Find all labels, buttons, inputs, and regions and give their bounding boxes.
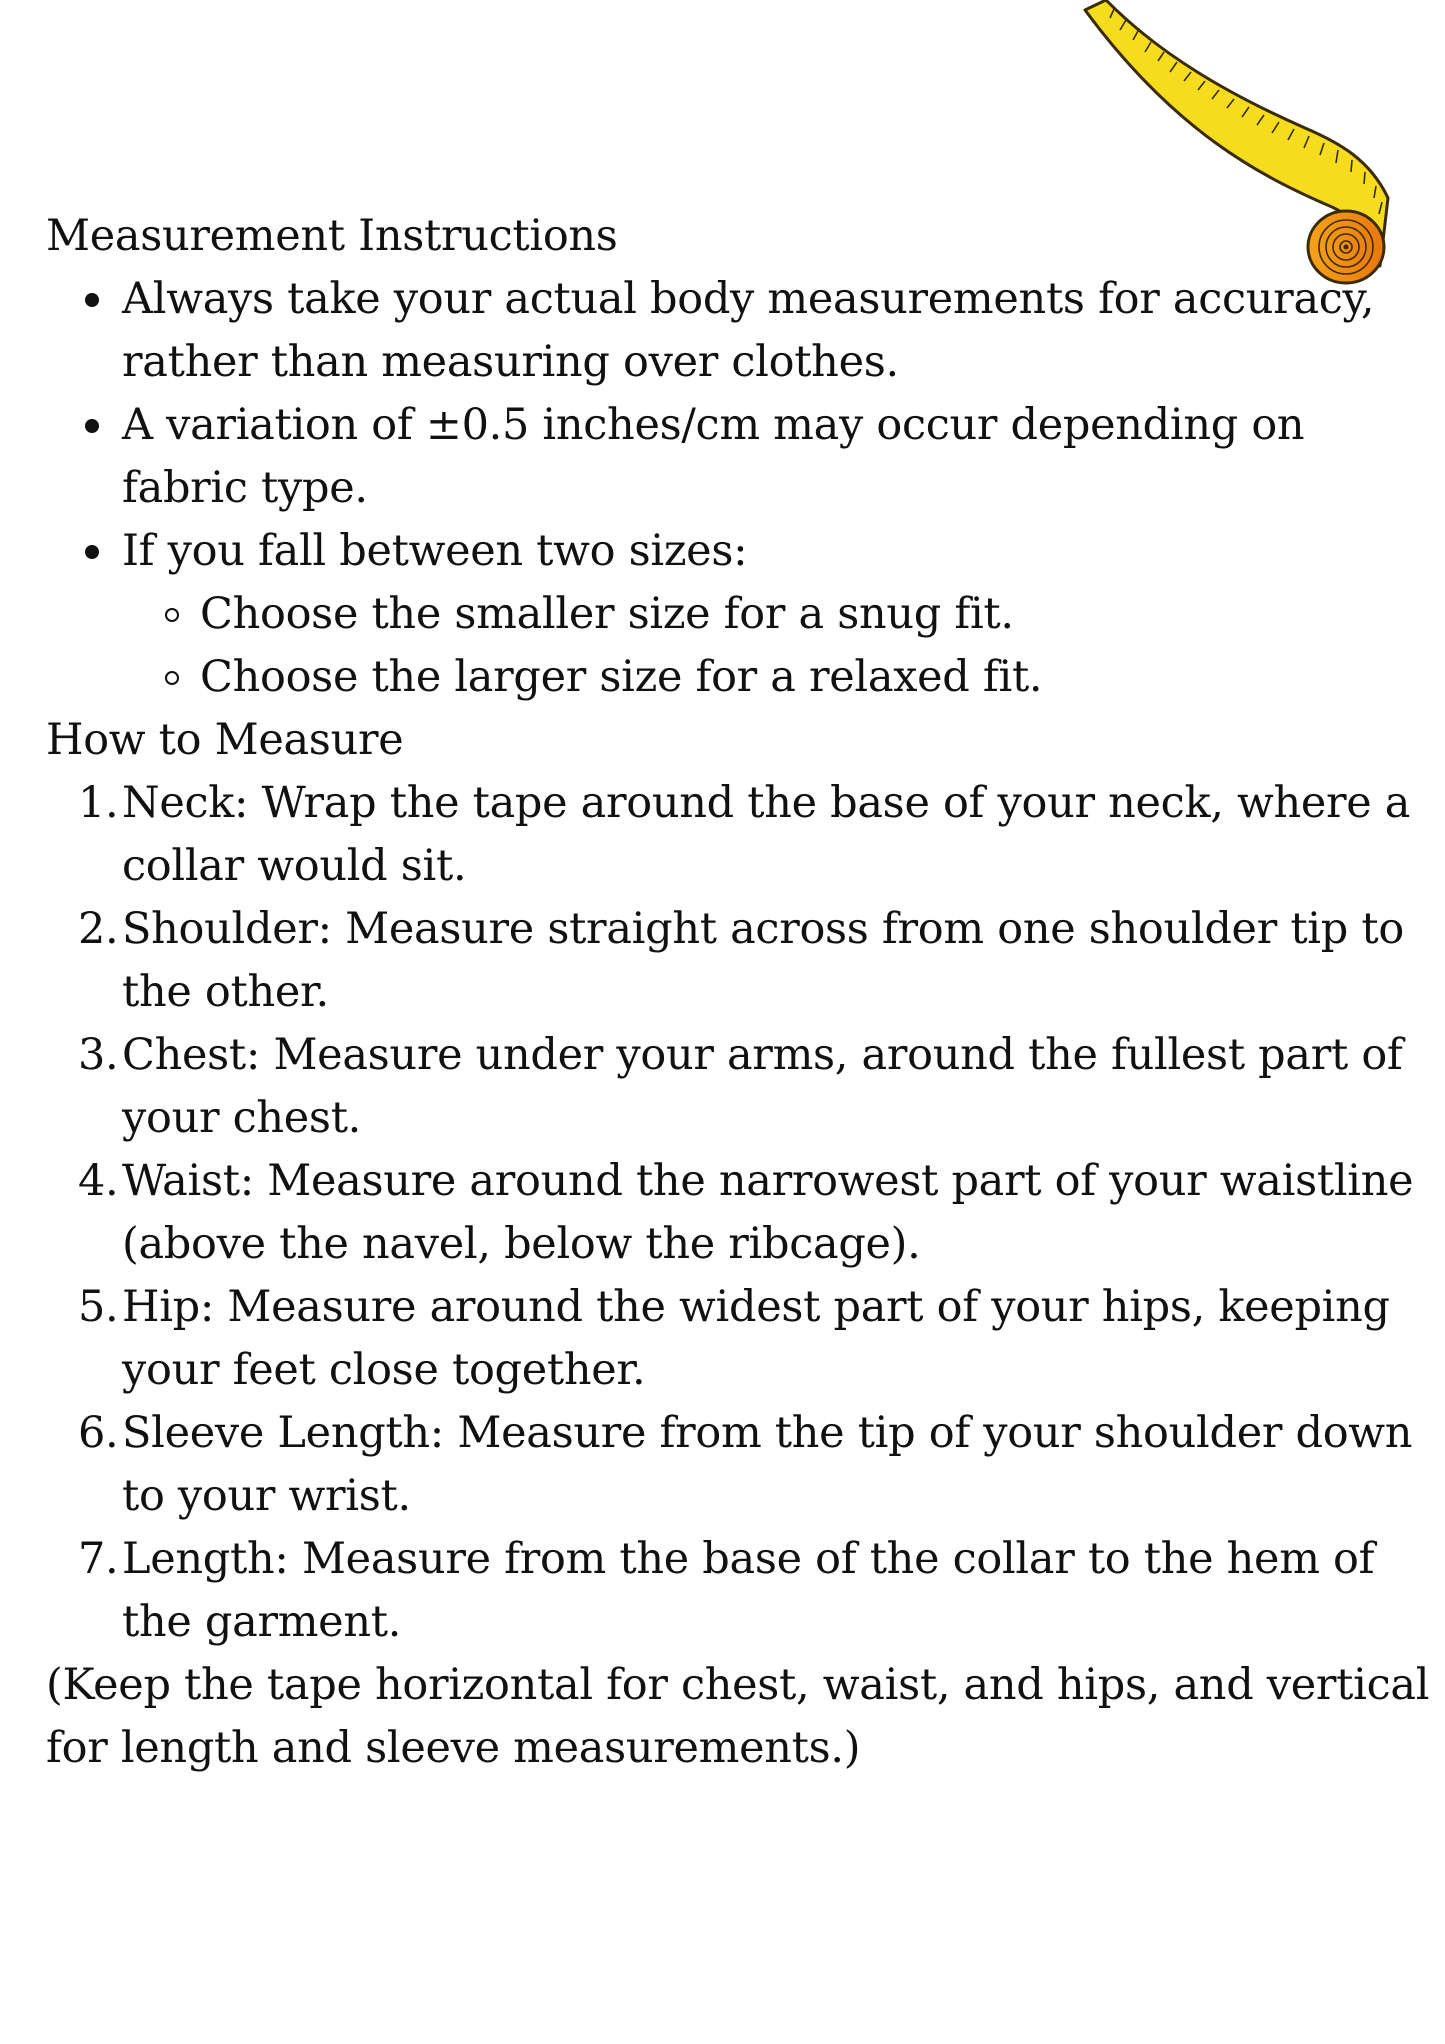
step-number: 4. [78, 1156, 119, 1206]
list-item-text: If you fall between two sizes: [122, 526, 748, 576]
step-item [78, 1402, 1436, 1528]
step-text: Hip: Measure around the widest part of your hips, keeping your feet close together. [122, 1282, 1390, 1395]
step-number: 3. [78, 1030, 119, 1080]
how-to-measure-heading: How to Measure [46, 715, 404, 765]
step-item [78, 772, 1436, 898]
step-text: Length: Measure from the base of the collar to the hem of the garment. [122, 1534, 1375, 1647]
step-item [78, 1024, 1436, 1150]
step-item [78, 1276, 1436, 1402]
step-item [78, 1150, 1436, 1276]
step-text: Sleeve Length: Measure from the tip of your shoulder down to your wrist. [122, 1408, 1413, 1521]
instructions-list [46, 268, 1436, 709]
step-text: Neck: Wrap the tape around the base of your neck, where a collar would sit. [122, 778, 1411, 891]
step-number: 5. [78, 1282, 119, 1332]
size-choice-list [122, 583, 1436, 709]
step-number: 2. [78, 904, 119, 954]
step-number: 6. [78, 1408, 119, 1458]
step-item [78, 898, 1436, 1024]
list-item: Always take your actual body measurements for accuracy, rather than measuring over clothes. [122, 268, 1436, 394]
step-item [78, 1528, 1436, 1654]
measurement-instructions-heading: Measurement Instructions [46, 211, 618, 261]
step-text: Waist: Measure around the narrowest part of your waistline (above the navel, below the ribcage). [122, 1156, 1414, 1269]
sub-list-item: Choose the smaller size for a snug fit. [200, 583, 1436, 646]
measure-steps-list [46, 772, 1436, 1654]
step-text: Shoulder: Measure straight across from one shoulder tip to the other. [122, 904, 1404, 1017]
tape-orientation-note: (Keep the tape horizontal for chest, waist, and hips, and vertical for length and sleeve measurements.) [46, 1660, 1430, 1773]
step-number: 1. [78, 778, 119, 828]
step-text: Chest: Measure under your arms, around the fullest part of your chest. [122, 1030, 1403, 1143]
list-item [122, 520, 1436, 709]
step-number: 7. [78, 1534, 119, 1584]
list-item: A variation of ±0.5 inches/cm may occur depending on fabric type. [122, 394, 1436, 520]
sub-list-item: Choose the larger size for a relaxed fit. [200, 646, 1436, 709]
document-body [46, 205, 1436, 1780]
